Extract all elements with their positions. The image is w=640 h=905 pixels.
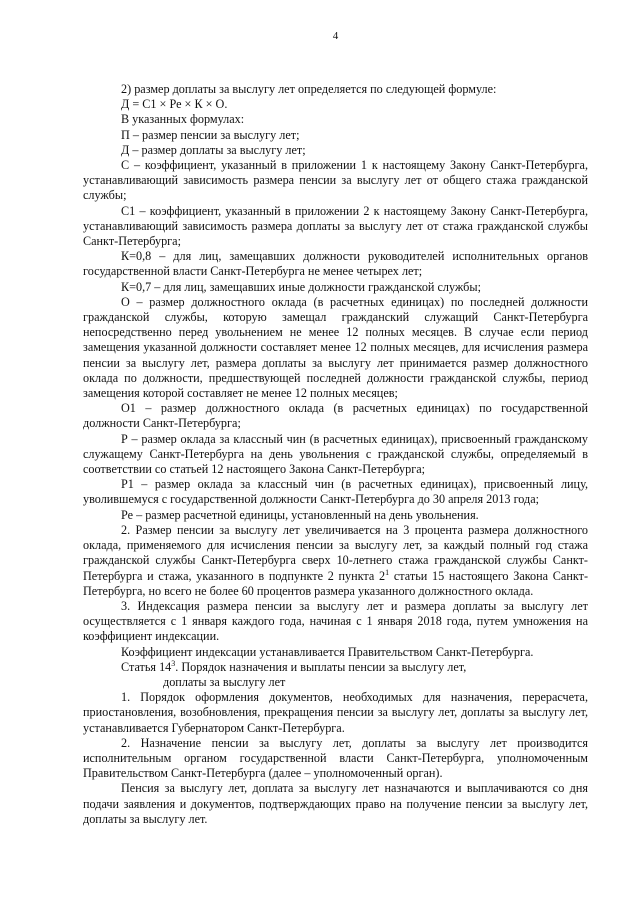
paragraph-def-k08: К=0,8 – для лиц, замещавших должности руководителей исполнительных органов государственной власти Санкт-Петербурга не менее четырех лет;	[83, 249, 588, 279]
document-body	[83, 82, 588, 827]
paragraph-def-o1: О1 – размер должностного оклада (в расчетных единицах) по государственной должности Санкт-Петербурга;	[83, 401, 588, 431]
page-number: 4	[332, 30, 339, 42]
paragraph-def-c: С – коэффициент, указанный в приложении 1 к настоящему Закону Санкт-Петербурга, устанавливающий зависимость размера пенсии за выслугу лет от общего стажа гражданской службы;	[83, 158, 588, 203]
paragraph-def-r1: Р1 – размер оклада за классный чин (в расчетных единицах), присвоенный лицу, уволившемуся с государственной должности Санкт-Петербурга до 30 апреля 2013 года;	[83, 477, 588, 507]
paragraph-def-re: Ре – размер расчетной единицы, установленный на день увольнения.	[121, 507, 479, 522]
article-heading-continuation: доплаты за выслугу лет	[163, 674, 286, 689]
paragraph-article-3: Пенсия за выслугу лет, доплата за выслугу лет назначаются и выплачиваются со дня подачи заявления и документов, подтверждающих право на получение пенсии за выслугу лет, доплаты за выслугу лет.	[83, 781, 588, 826]
paragraph-article-1: 1. Порядок оформления документов, необходимых для назначения, перерасчета, приостановления, возобновления, прекращения пенсии за выслугу лет, доплаты за выслугу лет, устанавливается Губернатором Санкт-Петербурга.	[83, 690, 588, 735]
paragraph-def-p: П – размер пенсии за выслугу лет;	[121, 127, 300, 142]
paragraph-formula: Д = С1 × Ре × К × О.	[121, 97, 228, 112]
paragraph-def-o: О – размер должностного оклада (в расчетных единицах) по последней должности гражданской службы, которую замещал гражданский служащий Санкт-Петербурга непосредственно перед увольнением не менее 12 полных месяцев. В случае если период замещения указанной должности составляет менее 12 полных месяцев, для исчисления размера пенсии за выслугу лет, размера доплаты за выслугу лет принимается размер должностного оклада по должности, предшествующей последней должности гражданской службы, период замещения которой составляет не менее 12 полных месяцев;	[83, 294, 588, 401]
paragraph-def-k07: К=0,7 – для лиц, замещавших иные должности гражданской службы;	[121, 279, 481, 294]
article-heading: Статья $14^3$. Порядок назначения и выплаты пенсии за выслугу лет,	[121, 658, 467, 674]
paragraph-def-d: Д – размер доплаты за выслугу лет;	[121, 142, 306, 157]
paragraph-article-2: 2. Назначение пенсии за выслугу лет, доплаты за выслугу лет производится исполнительным органом государственной власти Санкт-Петербурга, уполномоченным Правительством Санкт-Петербурга (далее – уполномоченный орган).	[83, 735, 588, 781]
paragraph-pension-increase: 2. Размер пенсии за выслугу лет увеличивается на 3 процента размера должностного оклада, применяемого для исчисления пенсии за выслугу лет, за каждый полный год стажа гражданской службы Санкт-Петербурга сверх 10-летнего стажа гражданской службы Санкт-Петербурга и стажа, указанного в подпункте 2 пункта $2^1$ статьи 15 настоящего Закона Санкт-Петербурга, но всего не более 60 процентов размера указанного должностного оклада.	[83, 522, 588, 598]
paragraph-formula-intro: 2) размер доплаты за выслугу лет определяется по следующей формуле:	[121, 82, 497, 96]
paragraph-def-c1: С1 – коэффициент, указанный в приложении 2 к настоящему Закону Санкт-Петербурга, устанавливающий зависимость размера доплаты за выслугу лет от стажа гражданской службы Санкт-Петербурга;	[83, 203, 588, 249]
paragraph-coefficient: Коэффициент индексации устанавливается Правительством Санкт-Петербурга.	[121, 644, 534, 659]
paragraph-legend-intro: В указанных формулах:	[121, 112, 245, 127]
paragraph-indexation: 3. Индексация размера пенсии за выслугу лет и размера доплаты за выслугу лет осуществляется с 1 января каждого года, начиная с 1 января 2018 года, путем умножения на коэффициент индексации.	[83, 598, 588, 644]
paragraph-def-r: Р – размер оклада за классный чин (в расчетных единицах), присвоенный гражданскому служащему Санкт-Петербурга на день увольнения с гражданской службы, определяемый в соответствии со статьей 12 настоящего Закона Санкт-Петербурга;	[83, 431, 588, 477]
